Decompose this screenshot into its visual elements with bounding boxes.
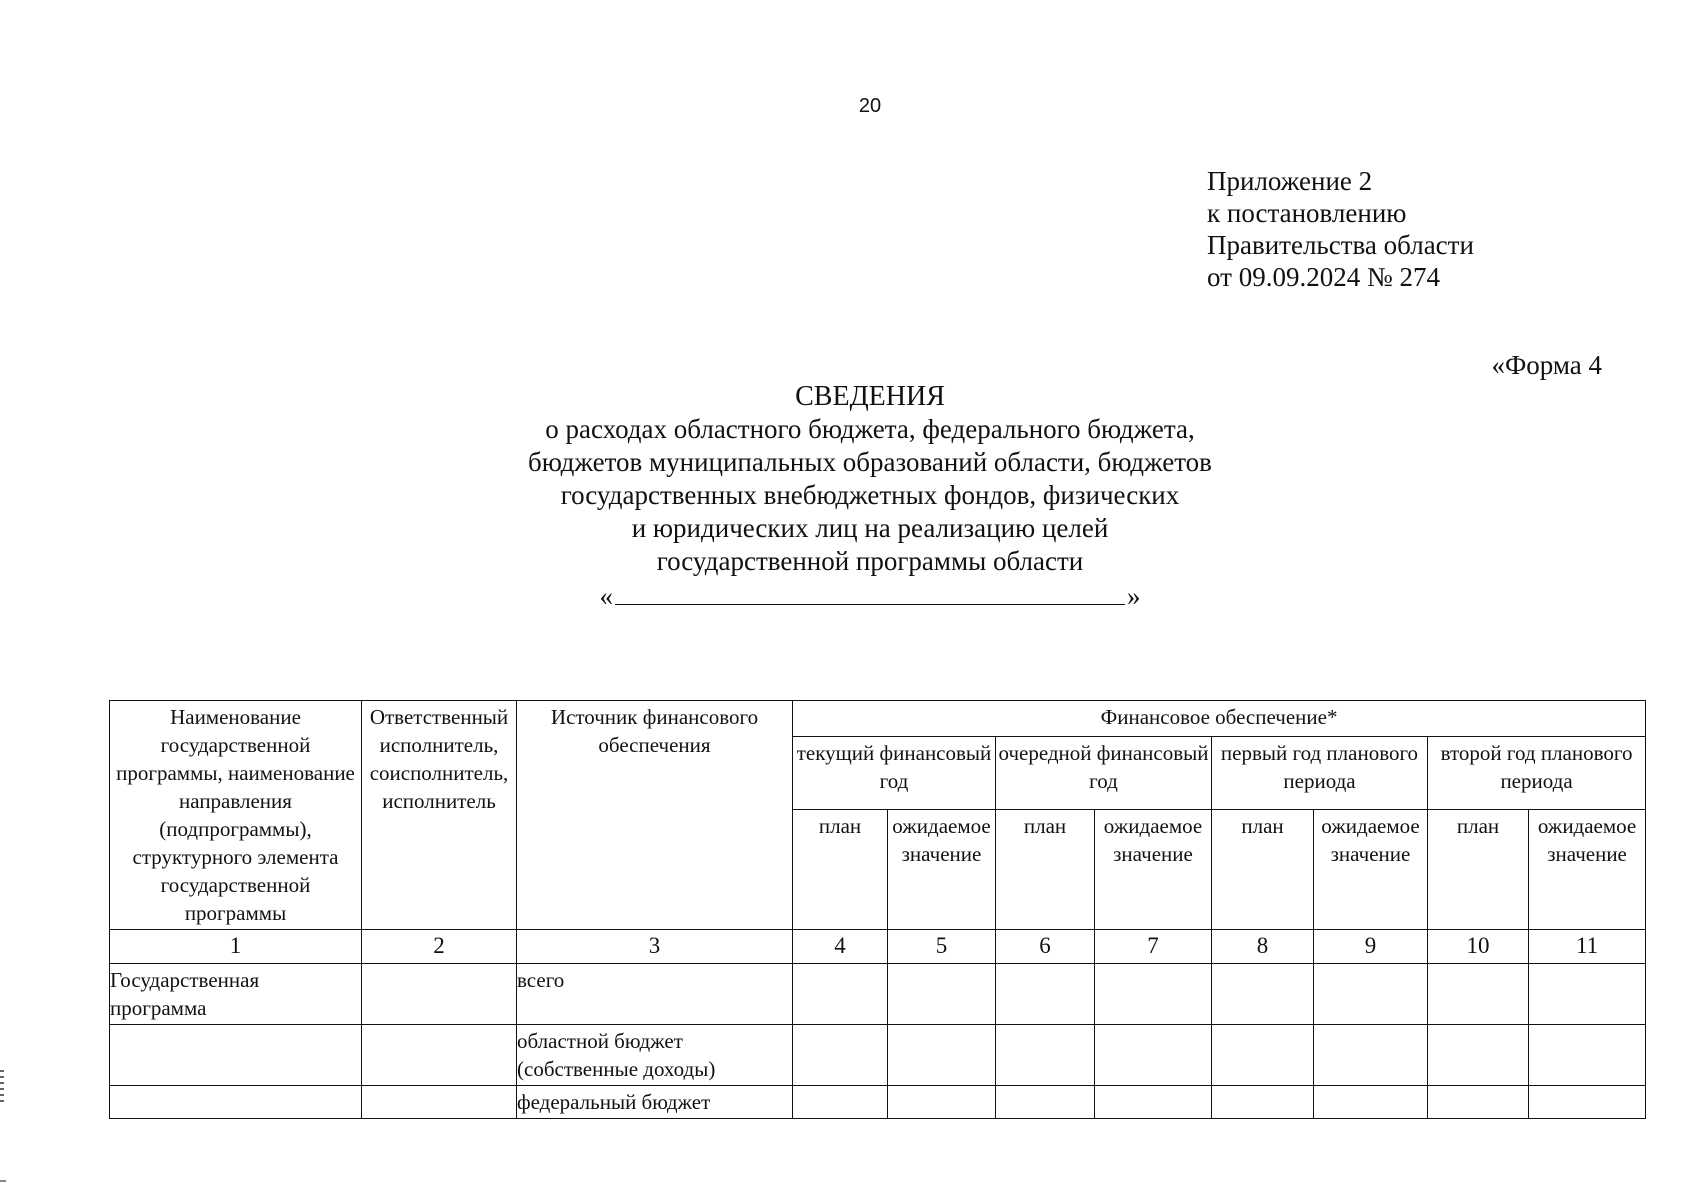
- cell-value: [1212, 964, 1314, 1025]
- header-expected: ожидаемое значение: [1529, 809, 1646, 929]
- header-period: второй год планового периода: [1428, 736, 1646, 809]
- cell-value: [793, 1025, 888, 1086]
- column-number: 8: [1212, 930, 1314, 964]
- cell-value: [888, 964, 996, 1025]
- header-plan: план: [793, 809, 888, 929]
- expenses-table: [109, 700, 1646, 1119]
- column-number: 4: [793, 930, 888, 964]
- column-number: 1: [110, 930, 362, 964]
- cell-value: [1212, 1025, 1314, 1086]
- cell-value: [1529, 1025, 1646, 1086]
- cell-executor: [362, 1025, 517, 1086]
- header-plan: план: [1428, 809, 1529, 929]
- header-period: текущий финансовый год: [793, 736, 996, 809]
- cell-value: [793, 1086, 888, 1119]
- header-expected: ожидаемое значение: [1314, 809, 1428, 929]
- title-line: бюджетов муниципальных образований области, бюджетов: [528, 447, 1212, 477]
- document-title: [400, 380, 1340, 613]
- cell-executor: [362, 964, 517, 1025]
- cell-value: [888, 1086, 996, 1119]
- column-number-row: [110, 930, 1646, 964]
- quote-close: »: [1127, 581, 1141, 611]
- cell-value: [996, 1086, 1095, 1119]
- title-line: государственных внебюджетных фондов, физических: [560, 480, 1180, 510]
- table-row: [110, 1086, 1646, 1119]
- column-number: 11: [1529, 930, 1646, 964]
- appendix-line: Правительства области: [1207, 230, 1474, 260]
- column-number: 5: [888, 930, 996, 964]
- title-line: и юридических лиц на реализацию целей: [631, 513, 1109, 543]
- cell-value: [1314, 964, 1428, 1025]
- cell-value: [996, 1025, 1095, 1086]
- cell-funding-source: федеральный бюджет: [517, 1086, 793, 1119]
- header-funding-source: Источник финансового обеспечения: [517, 701, 793, 930]
- cell-funding-source: всего: [517, 964, 793, 1025]
- header-executor: Ответственный исполнитель, соисполнитель, исполнитель: [362, 701, 517, 930]
- cell-value: [1428, 1025, 1529, 1086]
- cell-value: [888, 1025, 996, 1086]
- scan-edge-marks: [0, 1070, 4, 1104]
- column-number: 6: [996, 930, 1095, 964]
- cell-value: [1428, 1086, 1529, 1119]
- cell-value: [1095, 1025, 1212, 1086]
- cell-program-name: Государственная программа: [110, 964, 362, 1025]
- column-number: 3: [517, 930, 793, 964]
- cell-value: [1428, 964, 1529, 1025]
- header-row: [110, 701, 1646, 737]
- title-main: СВЕДЕНИЯ: [795, 381, 945, 412]
- page-number: 20: [858, 95, 882, 117]
- header-period: первый год планового периода: [1212, 736, 1428, 809]
- cell-value: [1314, 1025, 1428, 1086]
- header-plan: план: [996, 809, 1095, 929]
- cell-value: [1095, 1086, 1212, 1119]
- cell-program-name: [110, 1086, 362, 1119]
- cell-value: [1529, 1086, 1646, 1119]
- appendix-line: от 09.09.2024 № 274: [1207, 262, 1440, 292]
- title-line: о расходах областного бюджета, федерального бюджета,: [545, 414, 1195, 444]
- cell-value: [793, 964, 888, 1025]
- cell-value: [996, 964, 1095, 1025]
- column-number: 7: [1095, 930, 1212, 964]
- program-name-blank: [400, 578, 1340, 613]
- table-row: [110, 964, 1646, 1025]
- cell-value: [1095, 964, 1212, 1025]
- title-line: государственной программы области: [656, 546, 1084, 576]
- table-row: [110, 1025, 1646, 1086]
- appendix-note: [1207, 165, 1474, 293]
- appendix-line: Приложение 2: [1207, 166, 1373, 196]
- header-plan: план: [1212, 809, 1314, 929]
- program-name-underline: [615, 578, 1125, 605]
- header-program-name: Наименование государственной программы, наименование направления (подпрограммы), структурного элемента государственной программы: [110, 701, 362, 930]
- cell-executor: [362, 1086, 517, 1119]
- quote-open: «: [599, 581, 613, 611]
- cell-program-name: [110, 1025, 362, 1086]
- cell-value: [1314, 1086, 1428, 1119]
- header-expected: ожидаемое значение: [1095, 809, 1212, 929]
- appendix-line: к постановлению: [1207, 198, 1407, 228]
- column-number: 2: [362, 930, 517, 964]
- cell-value: [1529, 964, 1646, 1025]
- cell-funding-source: областной бюджет (собственные доходы): [517, 1025, 793, 1086]
- header-period: очередной финансовый год: [996, 736, 1212, 809]
- header-expected: ожидаемое значение: [888, 809, 996, 929]
- form-label: «Форма 4: [1491, 350, 1602, 380]
- scan-corner-mark: [0, 1180, 6, 1182]
- header-financing: Финансовое обеспечение*: [793, 701, 1646, 737]
- column-number: 10: [1428, 930, 1529, 964]
- cell-value: [1212, 1086, 1314, 1119]
- column-number: 9: [1314, 930, 1428, 964]
